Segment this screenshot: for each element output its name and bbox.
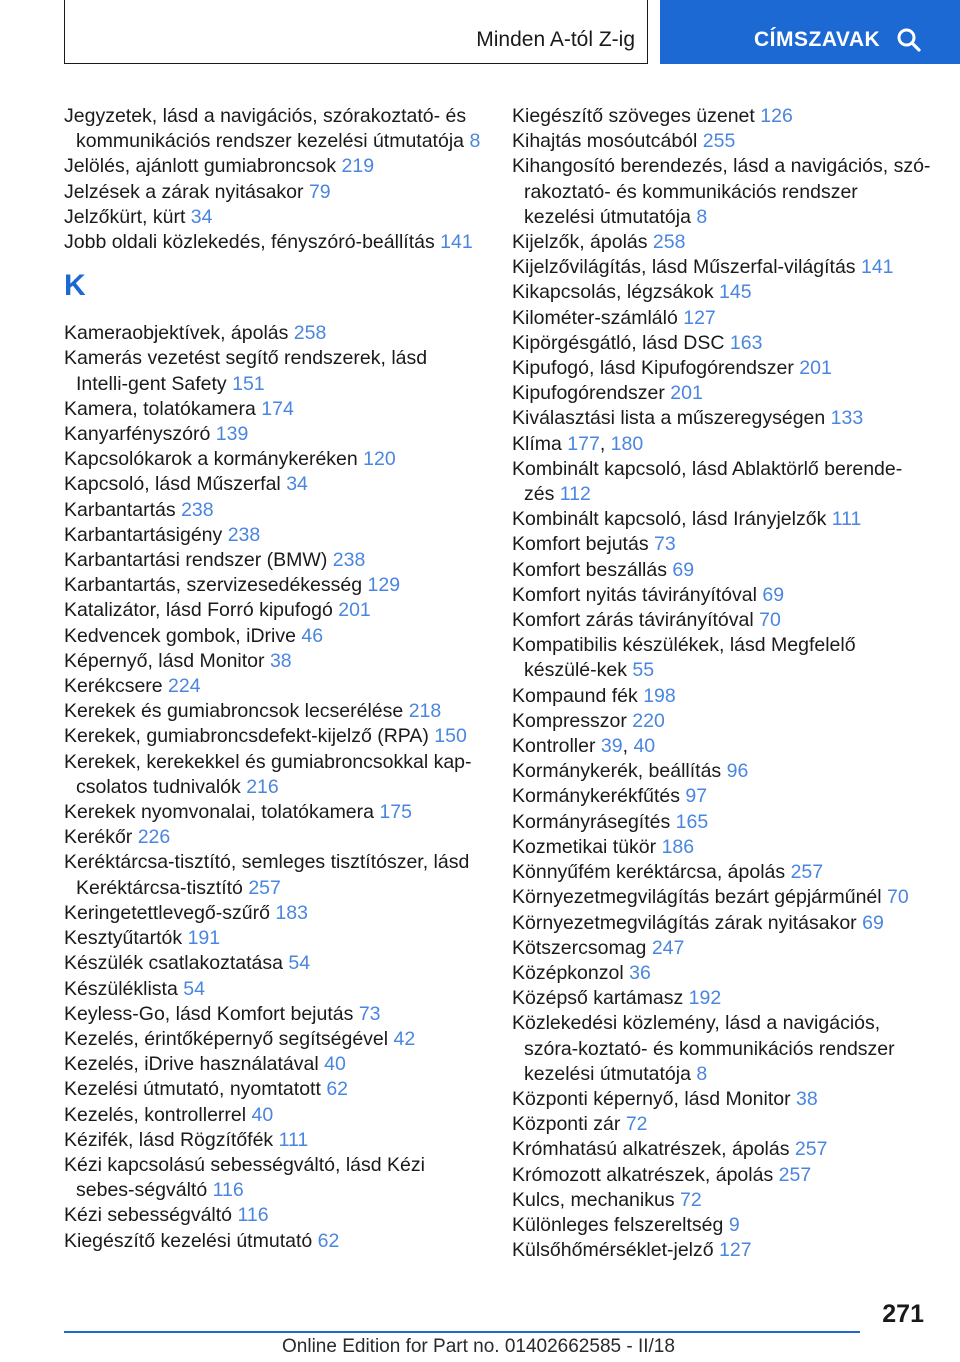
index-entry xyxy=(64,598,484,623)
page-reference-link[interactable]: 133 xyxy=(830,407,864,430)
index-entry xyxy=(512,104,932,129)
index-entry-text: Kamerás vezetést segítő rendszerek, lásd Intelli-gent Safety xyxy=(64,347,428,395)
index-entry xyxy=(64,901,484,926)
footer-divider xyxy=(64,1331,860,1333)
index-label: CÍMSZAVAK xyxy=(754,28,881,51)
index-entry xyxy=(512,1238,932,1263)
page-reference-link[interactable]: 238 xyxy=(332,549,366,572)
index-entry-text: Kezelés, iDrive használatával xyxy=(64,1053,319,1076)
index-entry xyxy=(64,1103,484,1128)
index-entry-text: Komfort zárás távirányítóval xyxy=(512,609,754,632)
page-reference-link[interactable]: 257 xyxy=(248,876,281,899)
page-reference-link[interactable]: 96 xyxy=(726,760,749,783)
index-entry xyxy=(64,397,484,422)
index-entry-text: Kézifék, lásd Rögzítőfék xyxy=(64,1128,274,1151)
page-reference-link[interactable]: 165 xyxy=(675,810,709,833)
page-reference-link[interactable]: 39 xyxy=(600,735,623,758)
index-entry xyxy=(64,750,484,800)
index-entry xyxy=(64,951,484,976)
index-entry xyxy=(512,961,932,986)
index-entry-text: Kontroller xyxy=(512,735,596,758)
page-reference-link[interactable]: 54 xyxy=(183,977,205,1000)
index-entry xyxy=(512,230,932,255)
index-entry-text: Kiválasztási lista a műszeregységen xyxy=(512,407,826,430)
page-reference-link[interactable]: 145 xyxy=(719,281,752,304)
index-entry-text: Készüléklista xyxy=(64,977,178,1000)
index-entry-text: Kozmetikai tükör xyxy=(512,835,657,858)
index-entry-text: Karbantartás, szervizesedékesség xyxy=(64,574,363,597)
index-entry xyxy=(512,709,932,734)
index-entry-text: Kezelés, kontrollerrel xyxy=(64,1103,247,1126)
page-reference-link[interactable]: 247 xyxy=(651,936,685,959)
index-entry-text: Kombinált kapcsoló, lásd Irányjelzők xyxy=(512,508,827,531)
page-reference-link[interactable]: 62 xyxy=(317,1229,340,1252)
index-entry-text: Karbantartás xyxy=(64,498,176,521)
page-reference-link[interactable]: 141 xyxy=(860,256,894,279)
page-reference-link[interactable]: 174 xyxy=(261,397,294,420)
index-entry xyxy=(64,523,484,548)
index-entry-text: Központi zár xyxy=(512,1113,621,1136)
page-reference-link[interactable]: 198 xyxy=(643,684,676,707)
index-entry xyxy=(64,472,484,497)
index-entry-text: Karbantartásigény xyxy=(64,523,223,546)
index-entry xyxy=(64,926,484,951)
page-reference-link[interactable]: 46 xyxy=(301,624,324,647)
index-entry xyxy=(512,457,932,507)
index-entry xyxy=(512,129,932,154)
index-entry xyxy=(512,684,932,709)
page-reference-link[interactable]: 72 xyxy=(680,1188,702,1211)
page-reference-link[interactable]: 141 xyxy=(440,231,473,254)
index-entry xyxy=(64,1229,484,1254)
page-reference-link[interactable]: 163 xyxy=(729,331,763,354)
index-entry-text: Kipufogórendszer xyxy=(512,382,665,405)
index-entry xyxy=(64,1052,484,1077)
index-entry-text: Kötszercsomag xyxy=(512,936,647,959)
page-reference-link[interactable]: 38 xyxy=(796,1087,818,1110)
index-entry xyxy=(512,280,932,305)
index-entry-text: Katalizátor, lásd Forró kipufogó xyxy=(64,599,333,622)
page-reference-link[interactable]: 38 xyxy=(269,649,292,672)
page-reference-link[interactable]: 255 xyxy=(702,130,736,153)
index-entry xyxy=(64,154,484,179)
page-reference-link[interactable]: 70 xyxy=(887,886,909,909)
index-entry-text: Kipörgésgátló, lásd DSC xyxy=(512,331,725,354)
index-entry-text: Képernyő, lásd Monitor xyxy=(64,649,265,672)
index-entry-text: Kompatibilis készülékek, lásd Megfelelő készülé-kek xyxy=(512,634,856,682)
page-reference-link[interactable]: 177 xyxy=(567,432,600,455)
index-entry xyxy=(64,1128,484,1153)
page-reference-link[interactable]: 150 xyxy=(434,725,467,748)
index-entry xyxy=(64,850,484,900)
page-reference-link[interactable]: 191 xyxy=(187,927,221,950)
index-entry-text: Külsőhőmérséklet-jelző xyxy=(512,1239,714,1262)
page-reference-link[interactable]: 220 xyxy=(632,709,665,732)
page-reference-link[interactable]: 55 xyxy=(632,659,655,682)
index-entry-text: Komfort beszállás xyxy=(512,558,667,581)
index-entry-text: Kulcs, mechanikus xyxy=(512,1188,675,1211)
page-reference-link[interactable]: 72 xyxy=(625,1113,648,1136)
page-reference-link[interactable]: 201 xyxy=(670,382,703,405)
index-entry-text: Kilométer-számláló xyxy=(512,306,678,329)
page-reference-link[interactable]: 62 xyxy=(326,1078,349,1101)
page-reference-link[interactable]: 70 xyxy=(759,609,781,632)
index-entry xyxy=(64,1203,484,1228)
index-entry xyxy=(64,1153,484,1203)
page-ref-separator: , xyxy=(599,432,606,455)
index-entry-text: Kompaund fék xyxy=(512,684,638,707)
page-reference-link[interactable]: 8 xyxy=(696,1062,708,1085)
page-reference-link[interactable]: 127 xyxy=(683,306,716,329)
index-entry-text: Kormánykerék, beállítás xyxy=(512,760,722,783)
page-reference-link[interactable]: 129 xyxy=(367,574,401,597)
page-reference-link[interactable]: 127 xyxy=(719,1239,752,1262)
page-reference-link[interactable]: 34 xyxy=(286,473,308,496)
index-entry-text: Krómhatású alkatrészek, ápolás xyxy=(512,1138,790,1161)
page-reference-link[interactable]: 201 xyxy=(799,357,832,380)
index-entry-text: Komfort nyitás távirányítóval xyxy=(512,583,757,606)
page-reference-link[interactable]: 258 xyxy=(652,231,686,254)
page-reference-link[interactable]: 238 xyxy=(181,498,214,521)
index-entry-text: Környezetmegvilágítás zárak nyitásakor xyxy=(512,911,857,934)
page-reference-link[interactable]: 36 xyxy=(629,961,651,984)
index-entry xyxy=(64,1027,484,1052)
page-reference-link[interactable]: 40 xyxy=(324,1053,346,1076)
index-entry-text: Kerékcsere xyxy=(64,675,163,698)
page-reference-link[interactable]: 112 xyxy=(559,483,591,506)
index-entry xyxy=(64,699,484,724)
page-reference-link[interactable]: 226 xyxy=(137,826,171,849)
index-entry-text: Készülék csatlakoztatása xyxy=(64,952,283,975)
index-entry-text: Komfort bejutás xyxy=(512,533,649,556)
index-entry-text: Kihajtás mosóutcából xyxy=(512,130,698,153)
index-entry xyxy=(64,104,484,154)
index-entry-text: Kihangosító berendezés, lásd a navigációs, szó-rakoztató- és kommunikációs rendszer kezelési útmutatója xyxy=(512,155,931,228)
index-entry xyxy=(512,1213,932,1238)
index-entry-text: Kipufogó, lásd Kipufogórendszer xyxy=(512,357,794,380)
index-entry xyxy=(64,180,484,205)
page-reference-link[interactable]: 219 xyxy=(341,155,375,178)
page-reference-link[interactable]: 180 xyxy=(610,432,644,455)
page-reference-link[interactable]: 175 xyxy=(379,801,412,824)
index-entry xyxy=(512,1087,932,1112)
index-letter-heading: K xyxy=(64,269,86,303)
index-entry-text: Középső kartámasz xyxy=(512,987,684,1010)
page-reference-link[interactable]: 34 xyxy=(190,205,213,228)
index-entry-text: Klíma xyxy=(512,432,562,455)
index-entry xyxy=(64,825,484,850)
index-entry-text: Kamera, tolatókamera xyxy=(64,397,256,420)
index-entry-text: Kiegészítő szöveges üzenet xyxy=(512,105,755,127)
page-reference-link[interactable]: 69 xyxy=(762,583,785,606)
index-entry-text: Keringetettlevegő-szűrő xyxy=(64,901,270,924)
index-entry-text: Kerékőr xyxy=(64,826,133,849)
index-entry xyxy=(512,381,932,406)
index-entry-text: Középkonzol xyxy=(512,961,624,984)
index-entry-text: Környezetmegvilágítás bezárt gépjárműnél xyxy=(512,886,882,909)
index-entry xyxy=(64,447,484,472)
index-entry-text: Központi képernyő, lásd Monitor xyxy=(512,1087,791,1110)
index-entry xyxy=(512,507,932,532)
index-entry xyxy=(512,1137,932,1162)
index-entry-text: Kanyarfényszóró xyxy=(64,423,211,446)
index-entry xyxy=(64,548,484,573)
section-label: Minden A-tól Z-ig xyxy=(476,28,635,51)
index-entry xyxy=(64,346,484,396)
page-reference-link[interactable]: 73 xyxy=(358,1002,381,1025)
index-entry xyxy=(512,406,932,431)
index-entry xyxy=(512,532,932,557)
index-entry-text: Jelzések a zárak nyitásakor xyxy=(64,180,304,203)
index-entry-text: Kerekek, kerekekkel és gumiabroncsokkal kap-csolatos tudnivalók xyxy=(64,750,472,798)
index-entry xyxy=(512,432,932,457)
index-entry-text: Kerekek, gumiabroncsdefekt-kijelző (RPA) xyxy=(64,725,429,748)
page-reference-link[interactable]: 257 xyxy=(794,1138,828,1161)
index-entry xyxy=(64,674,484,699)
index-entry xyxy=(512,936,932,961)
index-entry-text: Jelölés, ajánlott gumiabroncsok xyxy=(64,155,337,178)
page-reference-link[interactable]: 8 xyxy=(469,130,481,153)
index-entry xyxy=(64,205,484,230)
index-entry xyxy=(512,885,932,910)
page-reference-link[interactable]: 258 xyxy=(293,322,327,345)
page-reference-link[interactable]: 111 xyxy=(831,508,862,531)
page-ref-separator: , xyxy=(622,735,629,758)
index-entry xyxy=(512,583,932,608)
index-column-left xyxy=(64,104,484,1254)
index-entry-text: Kiegészítő kezelési útmutató xyxy=(64,1229,313,1252)
index-entry-text: Kompresszor xyxy=(512,709,627,732)
index-entry-text: Közlekedési közlemény, lásd a navigációs, szóra-koztató- és kommunikációs rendszer kezelési útmutatója xyxy=(512,1012,895,1085)
page-reference-link[interactable]: 224 xyxy=(168,675,201,698)
page-reference-link[interactable]: 257 xyxy=(790,861,824,884)
index-tab[interactable] xyxy=(660,0,960,64)
page-reference-link[interactable]: 9 xyxy=(728,1213,740,1236)
index-entry xyxy=(512,331,932,356)
page-reference-link[interactable]: 139 xyxy=(215,423,249,446)
index-entry-text: Jelzőkürt, kürt xyxy=(64,205,186,228)
index-entry-text: Kijelzővilágítás, lásd Műszerfal-világítás xyxy=(512,256,856,279)
page-reference-link[interactable]: 73 xyxy=(654,533,676,556)
index-entry xyxy=(64,724,484,749)
index-entry-text: Kormánykerékfűtés xyxy=(512,785,680,808)
page-reference-link[interactable]: 111 xyxy=(278,1128,309,1151)
index-entry-text: Kapcsoló, lásd Műszerfal xyxy=(64,473,281,496)
page-reference-link[interactable]: 238 xyxy=(227,523,261,546)
index-entry xyxy=(512,734,932,759)
index-entry xyxy=(512,558,932,583)
page-reference-link[interactable]: 257 xyxy=(778,1163,812,1186)
index-entry-text: Kezelés, érintőképernyő segítségével xyxy=(64,1027,389,1050)
search-icon[interactable] xyxy=(896,27,922,53)
page-reference-link[interactable]: 40 xyxy=(633,735,656,758)
index-entry xyxy=(64,624,484,649)
page-reference-link[interactable]: 201 xyxy=(338,599,371,622)
index-entry-text: Keyless-Go, lásd Komfort bejutás xyxy=(64,1002,354,1025)
index-entry xyxy=(64,321,484,346)
page-reference-link[interactable]: 192 xyxy=(688,987,722,1010)
index-column-right xyxy=(512,104,932,1263)
index-entry-text: Kedvencek gombok, iDrive xyxy=(64,624,296,647)
index-entry xyxy=(64,649,484,674)
page-reference-link[interactable]: 40 xyxy=(251,1103,274,1126)
page-reference-link[interactable]: 183 xyxy=(275,901,308,924)
page-reference-link[interactable]: 116 xyxy=(212,1179,244,1202)
index-entry xyxy=(64,498,484,523)
index-entry-text: Kormányrásegítés xyxy=(512,810,671,833)
index-entry xyxy=(512,759,932,784)
page-reference-link[interactable]: 8 xyxy=(696,205,708,228)
index-entry xyxy=(512,633,932,683)
index-entry xyxy=(512,1011,932,1087)
index-entry-text: Könnyűfém keréktárcsa, ápolás xyxy=(512,861,786,884)
page-reference-link[interactable]: 69 xyxy=(862,911,884,934)
index-entry xyxy=(64,422,484,447)
index-entry-text: Kameraobjektívek, ápolás xyxy=(64,322,289,345)
page-reference-link[interactable]: 218 xyxy=(408,700,442,723)
index-entry xyxy=(512,356,932,381)
index-entry-text: Kezelési útmutató, nyomtatott xyxy=(64,1078,321,1101)
page-reference-link[interactable]: 216 xyxy=(246,775,279,798)
index-entry xyxy=(64,1002,484,1027)
page-reference-link[interactable]: 69 xyxy=(672,558,695,581)
page-reference-link[interactable]: 42 xyxy=(393,1027,416,1050)
index-entry-text: Kijelzők, ápolás xyxy=(512,231,648,254)
index-entry xyxy=(512,306,932,331)
index-entry xyxy=(64,1077,484,1102)
index-entry-text: Keréktárcsa-tisztító, semleges tisztítószer, lásd Keréktárcsa-tisztító xyxy=(64,851,470,899)
index-entry-text: Kesztyűtartók xyxy=(64,927,183,950)
page-reference-link[interactable]: 151 xyxy=(232,372,265,395)
page-reference-link[interactable]: 97 xyxy=(685,785,708,808)
index-entry-text: Kézi kapcsolású sebességváltó, lásd Kézi sebes-ségváltó xyxy=(64,1153,425,1202)
index-entry xyxy=(512,911,932,936)
index-entry-text: Kikapcsolás, légzsákok xyxy=(512,281,714,304)
edition-note: Online Edition for Part no. 01402662585 - II/18 xyxy=(282,1336,675,1357)
index-entry-text: Kombinált kapcsoló, lásd Ablaktörlő berende-zés xyxy=(512,457,903,506)
index-entry xyxy=(512,784,932,809)
index-entry-text: Jobb oldali közlekedés, fényszóró-beállítás xyxy=(64,231,435,254)
page-reference-link[interactable]: 54 xyxy=(288,952,311,975)
index-entry xyxy=(512,835,932,860)
index-entry-text: Krómozott alkatrészek, ápolás xyxy=(512,1163,774,1186)
index-entry xyxy=(512,1188,932,1213)
page-reference-link[interactable]: 120 xyxy=(363,448,396,471)
header-section-tab xyxy=(64,0,648,64)
page-number: 271 xyxy=(882,1300,924,1328)
index-entry xyxy=(64,800,484,825)
index-entry xyxy=(512,860,932,885)
page-reference-link[interactable]: 126 xyxy=(760,105,793,127)
index-entry-text: Kerekek és gumiabroncsok lecserélése xyxy=(64,700,404,723)
index-entry xyxy=(64,977,484,1002)
index-entry xyxy=(512,255,932,280)
index-entry xyxy=(512,1163,932,1188)
index-entry xyxy=(512,154,932,230)
index-entry xyxy=(512,986,932,1011)
index-entry xyxy=(64,573,484,598)
index-entry xyxy=(512,1112,932,1137)
index-entry-text: Különleges felszereltség xyxy=(512,1213,724,1236)
index-entry xyxy=(512,810,932,835)
index-entry-text: Kézi sebességváltó xyxy=(64,1204,233,1227)
index-entry xyxy=(512,608,932,633)
page-reference-link[interactable]: 79 xyxy=(308,180,331,203)
page-reference-link[interactable]: 116 xyxy=(237,1204,269,1227)
index-entry-text: Jegyzetek, lásd a navigációs, szórakoztató- és kommunikációs rendszer kezelési útmutatója xyxy=(64,105,467,153)
page-reference-link[interactable]: 186 xyxy=(661,835,695,858)
index-entry-text: Kerekek nyomvonalai, tolatókamera xyxy=(64,801,374,824)
index-entry-text: Karbantartási rendszer (BMW) xyxy=(64,549,328,572)
index-entry-text: Kapcsolókarok a kormánykeréken xyxy=(64,448,358,471)
index-entry xyxy=(64,230,484,255)
